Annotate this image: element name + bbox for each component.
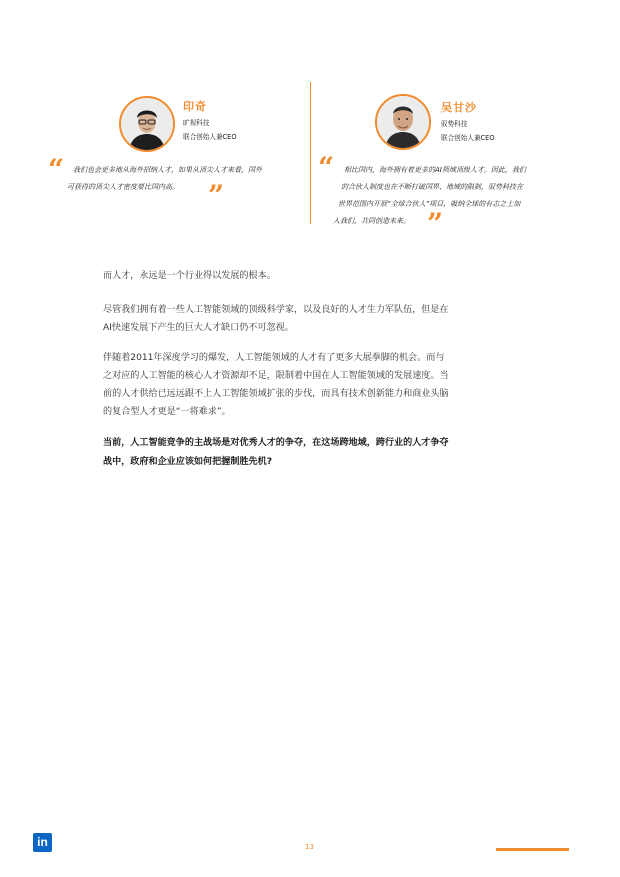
paragraph-2 <box>103 301 449 337</box>
quote-line: 相比国内，海外拥有着更多的AI领域顶级人才。因此，我们 <box>344 166 526 174</box>
paragraph-1 <box>103 267 276 285</box>
quote-open-icon: “ <box>48 153 65 186</box>
paragraph-line: 的复合型人才更是“一将难求”。 <box>103 407 231 417</box>
quote-close-icon: ” <box>427 207 444 240</box>
quote-line: 的合伙人制度也在不断打破国界、地域的限制，驭势科技在 <box>341 183 523 191</box>
person-name: 吴甘沙 <box>441 101 477 114</box>
paragraph-line: AI快速发展下产生的巨大人才缺口仍不可忽视。 <box>103 323 294 333</box>
paragraph-4-highlight <box>103 434 449 472</box>
quote-line: 我们也会更多地从海外招纳人才，如果从顶尖人才来看，国外 <box>73 166 262 174</box>
avatar-wu-gansha <box>375 94 431 150</box>
paragraph-line: 战中，政府和企业应该如何把握制胜先机? <box>103 457 272 467</box>
quote-line: 入我们，共同创造未来。 <box>333 217 410 225</box>
person-title: 联合创始人兼CEO <box>441 134 495 142</box>
person-company: 旷视科技 <box>183 119 210 127</box>
paragraph-line: 尽管我们拥有着一些人工智能领域的顶级科学家，以及良好的人才生力军队伍，但是在 <box>103 305 449 315</box>
quote-open-icon: “ <box>318 151 335 184</box>
avatar-yin-qi <box>119 96 175 152</box>
paragraph-line: 而人才，永远是一个行业得以发展的根本。 <box>103 271 276 281</box>
paragraph-line: 前的人才供给已远远跟不上人工智能领域扩张的步伐，而具有技术创新能力和商业头脑 <box>103 389 449 399</box>
page-number: 13 <box>305 843 314 851</box>
person-name: 印奇 <box>183 100 207 113</box>
quote-close-icon: ” <box>208 179 225 212</box>
footer-accent-bar <box>496 848 569 851</box>
paragraph-line: 当前，人工智能竞争的主战场是对优秀人才的争夺，在这场跨地域，跨行业的人才争夺 <box>103 438 449 448</box>
linkedin-logo-icon: in <box>33 833 52 852</box>
paragraph-line: 伴随着2011年深度学习的爆发，人工智能领域的人才有了更多大展拳脚的机会。而与 <box>103 353 445 363</box>
paragraph-line: 之对应的人工智能的核心人才资源却不足，限制着中国在人工智能领域的发展速度。当 <box>103 371 449 381</box>
person-title: 联合创始人兼CEO <box>183 133 237 141</box>
person-company: 驭势科技 <box>441 120 468 128</box>
quote-line: 可获得的顶尖人才密度要比国内高。 <box>67 183 179 191</box>
quote-line: 世界范围内开展“全球合伙人”项目，吸纳全球的有志之士加 <box>338 200 521 208</box>
column-divider <box>310 82 311 224</box>
paragraph-3 <box>103 349 449 421</box>
